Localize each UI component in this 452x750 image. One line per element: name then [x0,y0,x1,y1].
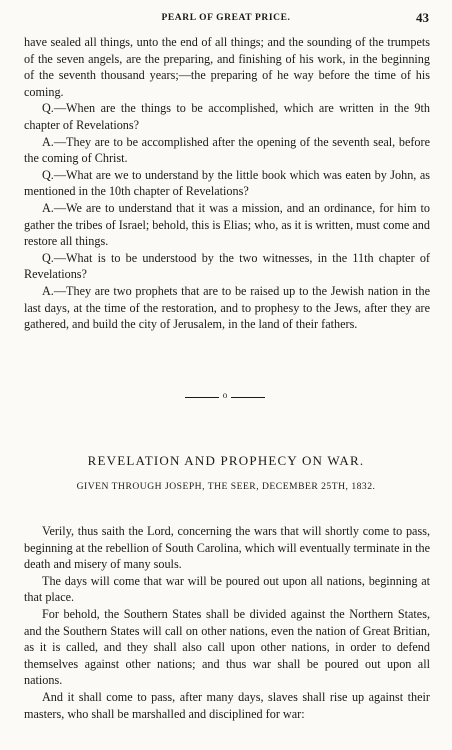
body-text-bottom [24,523,430,722]
paragraph: have sealed all things, unto the end of all things; and the sounding of the trumpets of the seven angels, are the preparing, and finishing of his work, in the beginning of the seventh thousand years;—the preparing of he way before the time of his coming. [24,35,430,99]
paragraph: For behold, the Southern States shall be divided against the Northern States, and the Southern States will call on other nations, even the nation of Great Britian, as it is called, and they shall also call upon other nations, in order to defend themselves against other nations; and thus war shall be poured out upon all nations. [24,606,430,688]
running-title: PEARL OF GREAT PRICE. [161,13,291,23]
page-number: 43 [416,10,429,25]
separator-line [231,397,265,398]
paragraph: Verily, thus saith the Lord, concerning the wars that will shortly come to pass, beginning at the rebellion of South Carolina, which will eventually terminate in the death and misery of many souls. [24,524,430,572]
section-title: REVELATION AND PROPHECY ON WAR. [87,453,365,468]
paragraph: Q.—What are we to understand by the little book which was eaten by John, as mentioned in the 10th chapter of Revelations? [24,167,430,199]
paragraph: The days will come that war will be poured out upon all nations, beginning at that place. [24,573,430,605]
separator-ornament: o [222,390,228,400]
paragraph: A.—We are to understand that it was a mission, and an ordinance, for him to gather the tribes of Israel; behold, this is Elias; who, as it is written, must come and restore all things. [24,200,430,249]
paragraph: And it shall come to pass, after many days, slaves shall rise up against their masters, who shall be marshalled and disciplined for war: [24,689,430,721]
section-separator [185,392,265,402]
paragraph: A.—They are to be accomplished after the opening of the seventh seal, before the coming of Christ. [24,134,430,166]
paragraph: A.—They are two prophets that are to be raised up to the Jewish nation in the last days, at the time of the restoration, and to prophesy to the Jews, after they are gathered, and build the city of Jerusalem, in the land of their fathers. [24,283,430,332]
section-subtitle: GIVEN THROUGH JOSEPH, THE SEER, DECEMBER 25TH, 1832. [76,481,376,492]
body-text-top [24,34,430,333]
running-header [0,8,452,26]
paragraph: Q.—What is to be understood by the two witnesses, in the 11th chapter of Revelations? [24,250,430,282]
paragraph: Q.—When are the things to be accomplished, which are written in the 9th chapter of Revelations? [24,101,430,132]
